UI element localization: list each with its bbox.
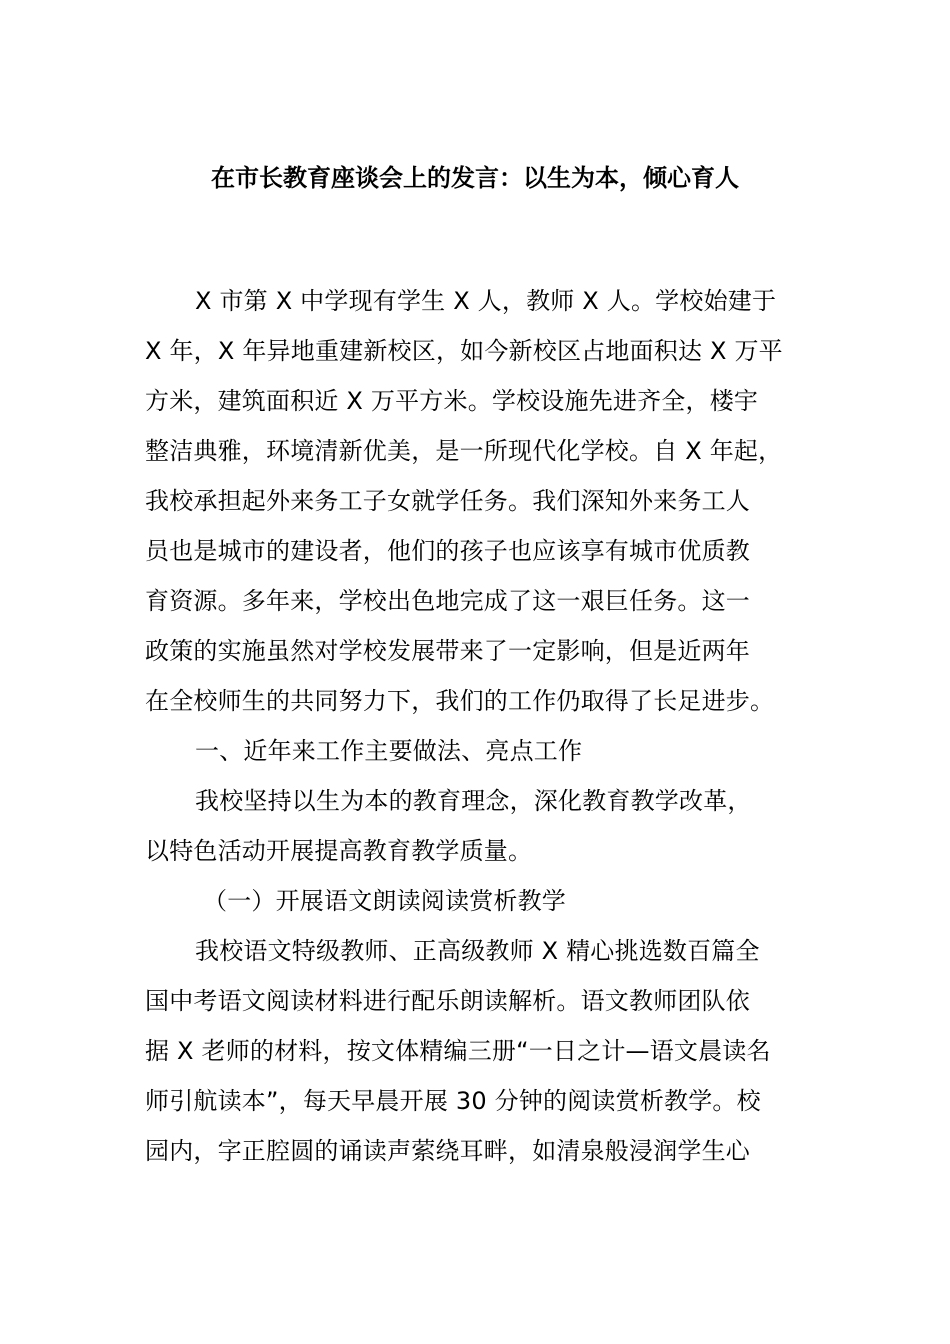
section-heading: 一、近年来工作主要做法、亮点工作 xyxy=(195,737,583,765)
paragraph-line: 政策的实施虽然对学校发展带来了一定影响，但是近两年 xyxy=(145,637,750,665)
document-body xyxy=(145,276,835,1176)
subsection-heading: （一）开展语文朗读阅读赏析教学 xyxy=(203,887,566,915)
document-title: 在市长教育座谈会上的发言：以生为本，倾心育人 xyxy=(211,164,739,192)
paragraph-line: 方米，建筑面积近 X 万平方米。学校设施先进齐全，楼宇 xyxy=(145,387,759,415)
paragraph-line: 我校语文特级教师、正高级教师 X 精心挑选数百篇全 xyxy=(195,937,760,965)
paragraph-line: X 年，X 年异地重建新校区，如今新校区占地面积达 X 万平 xyxy=(145,337,783,365)
paragraph-line: 育资源。多年来，学校出色地完成了这一艰巨任务。这一 xyxy=(145,587,750,615)
paragraph-line: 我校承担起外来务工子女就学任务。我们深知外来务工人 xyxy=(145,487,750,515)
paragraph-line: 据 X 老师的材料，按文体精编三册“一日之计—语文晨读名 xyxy=(145,1037,771,1065)
paragraph-line: 国中考语文阅读材料进行配乐朗读解析。语文教师团队依 xyxy=(145,987,750,1015)
paragraph-line: 在全校师生的共同努力下，我们的工作仍取得了长足进步。 xyxy=(145,687,775,715)
paragraph-line: X 市第 X 中学现有学生 X 人，教师 X 人。学校始建于 xyxy=(195,287,777,315)
paragraph-line: 园内，字正腔圆的诵读声萦绕耳畔，如清泉般浸润学生心 xyxy=(145,1137,750,1165)
paragraph-line: 员也是城市的建设者，他们的孩子也应该享有城市优质教 xyxy=(145,537,750,565)
paragraph-line: 我校坚持以生为本的教育理念，深化教育教学改革， xyxy=(195,787,752,815)
paragraph-line: 整洁典雅，环境清新优美，是一所现代化学校。自 X 年起， xyxy=(145,437,783,465)
paragraph-line: 以特色活动开展提高教育教学质量。 xyxy=(145,837,533,865)
paragraph-line: 师引航读本”，每天早晨开展 30 分钟的阅读赏析教学。校 xyxy=(145,1087,761,1115)
